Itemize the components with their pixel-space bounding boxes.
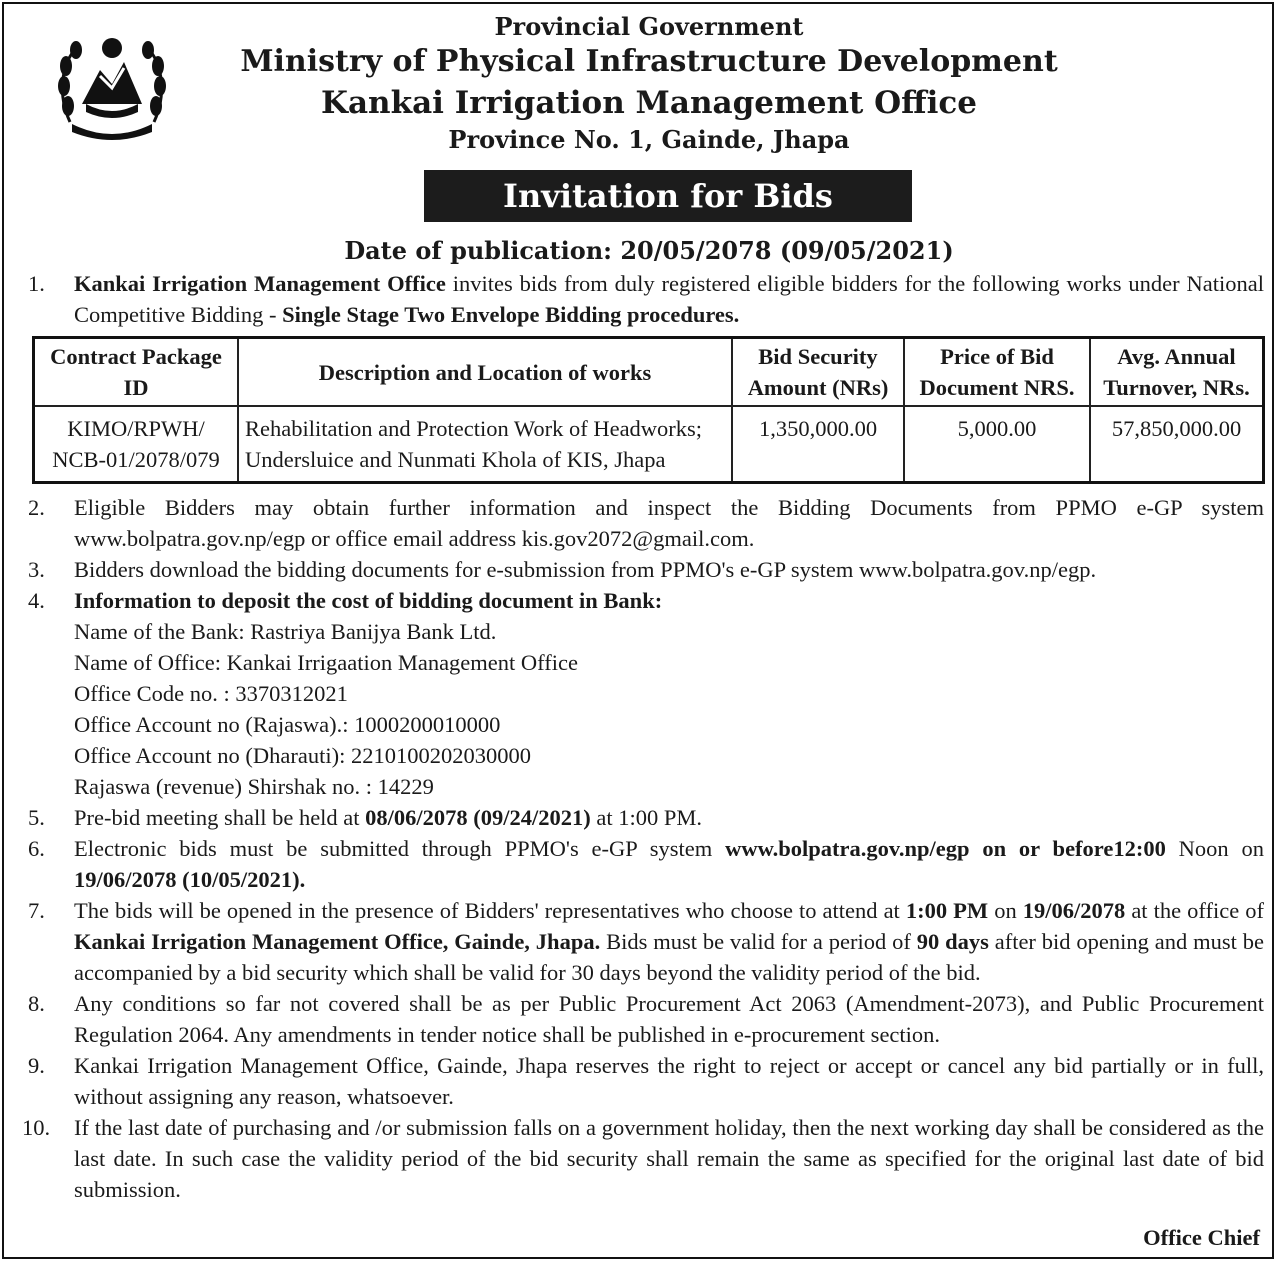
opening-time-bold: 1:00 PM bbox=[905, 898, 989, 923]
description-cell bbox=[238, 406, 732, 483]
table-header: Price of Bid Document NRS. bbox=[904, 338, 1090, 407]
notice-item-2 bbox=[4, 492, 1276, 554]
item-text: Eligible Bidders may obtain further information and inspect the Bidding Documents from PPMO e-GP system www.bolpatra.gov.np/egp or office email address kis.gov2072@gmail.com. bbox=[74, 495, 1264, 551]
description-line: Undersluice and Nunmati Khola of KIS, Jhapa bbox=[245, 447, 666, 472]
table-header-row bbox=[34, 338, 1264, 407]
bank-info-line: Office Code no. : 3370312021 bbox=[74, 681, 348, 706]
notice-item-4 bbox=[4, 585, 1276, 802]
bank-info-line: Name of Office: Kankai Irrigaation Management Office bbox=[74, 650, 578, 675]
bid-security-cell: 1,350,000.00 bbox=[732, 406, 904, 483]
submission-site-bold: www.bolpatra.gov.np/egp on or before12:00 bbox=[725, 836, 1166, 861]
package-id-line: NCB-01/2078/079 bbox=[52, 447, 220, 472]
bank-info-line: Rajaswa (revenue) Shirshak no. : 14229 bbox=[74, 774, 434, 799]
item-text: at 1:00 PM. bbox=[590, 805, 703, 830]
table-header: Contract Package ID bbox=[34, 338, 239, 407]
prebid-date: 08/06/2078 (09/24/2021) bbox=[365, 805, 591, 830]
notice-page bbox=[2, 2, 1274, 1259]
notice-item-5 bbox=[4, 802, 1276, 833]
item-text: Electronic bids must be submitted through PPMO's e-GP system bbox=[74, 836, 726, 861]
item-number: 1. bbox=[28, 271, 45, 296]
item-text: on bbox=[988, 898, 1023, 923]
letterhead bbox=[4, 12, 1276, 156]
item-number: 6. bbox=[28, 836, 45, 861]
submission-date-bold: 19/06/2078 (10/05/2021). bbox=[74, 867, 306, 892]
item-number: 2. bbox=[28, 495, 45, 520]
publication-date: Date of publication: 20/05/2078 (09/05/2021) bbox=[344, 236, 954, 265]
notice-item-10 bbox=[4, 1112, 1276, 1205]
invitation-banner: Invitation for Bids bbox=[424, 170, 912, 222]
table-header: Avg. Annual Turnover, NRs. bbox=[1090, 338, 1264, 407]
item-text: Kankai Irrigation Management Office, Gainde, Jhapa reserves the right to reject or accept or cancel any bid partially or in full, without assigning any reason, whatsoever. bbox=[74, 1053, 1264, 1109]
address-heading: Province No. 1, Gainde, Jhapa bbox=[448, 125, 850, 154]
item-number: 10. bbox=[22, 1115, 51, 1140]
office-chief-signature: Office Chief bbox=[1143, 1225, 1260, 1250]
opening-date-bold: 19/06/2078 bbox=[1022, 898, 1126, 923]
procedure-bold: Single Stage Two Envelope Bidding procedures. bbox=[282, 302, 740, 327]
turnover-cell: 57,850,000.00 bbox=[1090, 406, 1264, 483]
item-text: The bids will be opened in the presence of Bidders' representatives who choose to attend at bbox=[74, 898, 906, 923]
description-line: Rehabilitation and Protection Work of Headworks; bbox=[245, 416, 703, 441]
notice-item-9 bbox=[4, 1050, 1276, 1112]
bank-info-line: Name of the Bank: Rastriya Banijya Bank Ltd. bbox=[74, 619, 497, 644]
package-id-line: KIMO/RPWH/ bbox=[67, 416, 205, 441]
item-number: 5. bbox=[28, 805, 45, 830]
notice-item-3 bbox=[4, 554, 1276, 585]
item-text: at the office of bbox=[1125, 898, 1264, 923]
notice-body bbox=[4, 268, 1276, 1205]
item-number: 8. bbox=[28, 991, 45, 1016]
table-row bbox=[34, 406, 1264, 483]
bank-info-line: Office Account no (Dharauti): 2210100202030000 bbox=[74, 743, 531, 768]
item-text: Pre-bid meeting shall be held at bbox=[74, 805, 366, 830]
package-id-cell bbox=[34, 406, 239, 483]
provincial-government-heading: Provincial Government bbox=[494, 12, 804, 41]
ministry-heading: Ministry of Physical Infrastructure Development bbox=[240, 44, 1058, 79]
works-table bbox=[32, 336, 1265, 484]
opening-place-bold: Kankai Irrigation Management Office, Gainde, Jhapa. bbox=[74, 929, 601, 954]
validity-period-bold: 90 days bbox=[916, 929, 989, 954]
bank-info-title: Information to deposit the cost of bidding document in Bank: bbox=[74, 588, 663, 613]
item-text: If the last date of purchasing and /or submission falls on a government holiday, then the next working day shall be considered as the last date. In such case the validity period of the bid security shall remain the same as specified for the original last date of bid submission. bbox=[74, 1115, 1264, 1202]
notice-item-1 bbox=[4, 268, 1276, 330]
item-text: invites bids from duly registered eligible bidders for the following works under National Competitive Bidding - bbox=[74, 271, 1264, 327]
notice-item-6 bbox=[4, 833, 1276, 895]
notice-item-8 bbox=[4, 988, 1276, 1050]
item-text: after bid opening and must be accompanied by a bid security which shall be valid for 30 days beyond the validity period of the bid. bbox=[74, 929, 1264, 985]
item-number: 3. bbox=[28, 557, 45, 582]
doc-price-cell: 5,000.00 bbox=[904, 406, 1090, 483]
office-name-bold: Kankai Irrigation Management Office bbox=[74, 271, 446, 296]
item-number: 9. bbox=[28, 1053, 45, 1078]
item-number: 4. bbox=[28, 588, 45, 613]
item-text: Noon on bbox=[1165, 836, 1264, 861]
notice-item-7 bbox=[4, 895, 1276, 988]
item-text: Bidders download the bidding documents for e-submission from PPMO's e-GP system www.bolpatra.gov.np/egp. bbox=[74, 557, 1097, 582]
table-header: Bid Security Amount (NRs) bbox=[732, 338, 904, 407]
item-text: Any conditions so far not covered shall be as per Public Procurement Act 2063 (Amendment-2073), and Public Procurement Regulation 2064. Any amendments in tender notice shall be published in e-procurement section. bbox=[74, 991, 1264, 1047]
office-heading: Kankai Irrigation Management Office bbox=[321, 85, 977, 121]
item-text: Bids must be valid for a period of bbox=[600, 929, 917, 954]
item-number: 7. bbox=[28, 898, 45, 923]
table-header: Description and Location of works bbox=[238, 338, 732, 407]
bank-info-line: Office Account no (Rajaswa).: 1000200010000 bbox=[74, 712, 501, 737]
